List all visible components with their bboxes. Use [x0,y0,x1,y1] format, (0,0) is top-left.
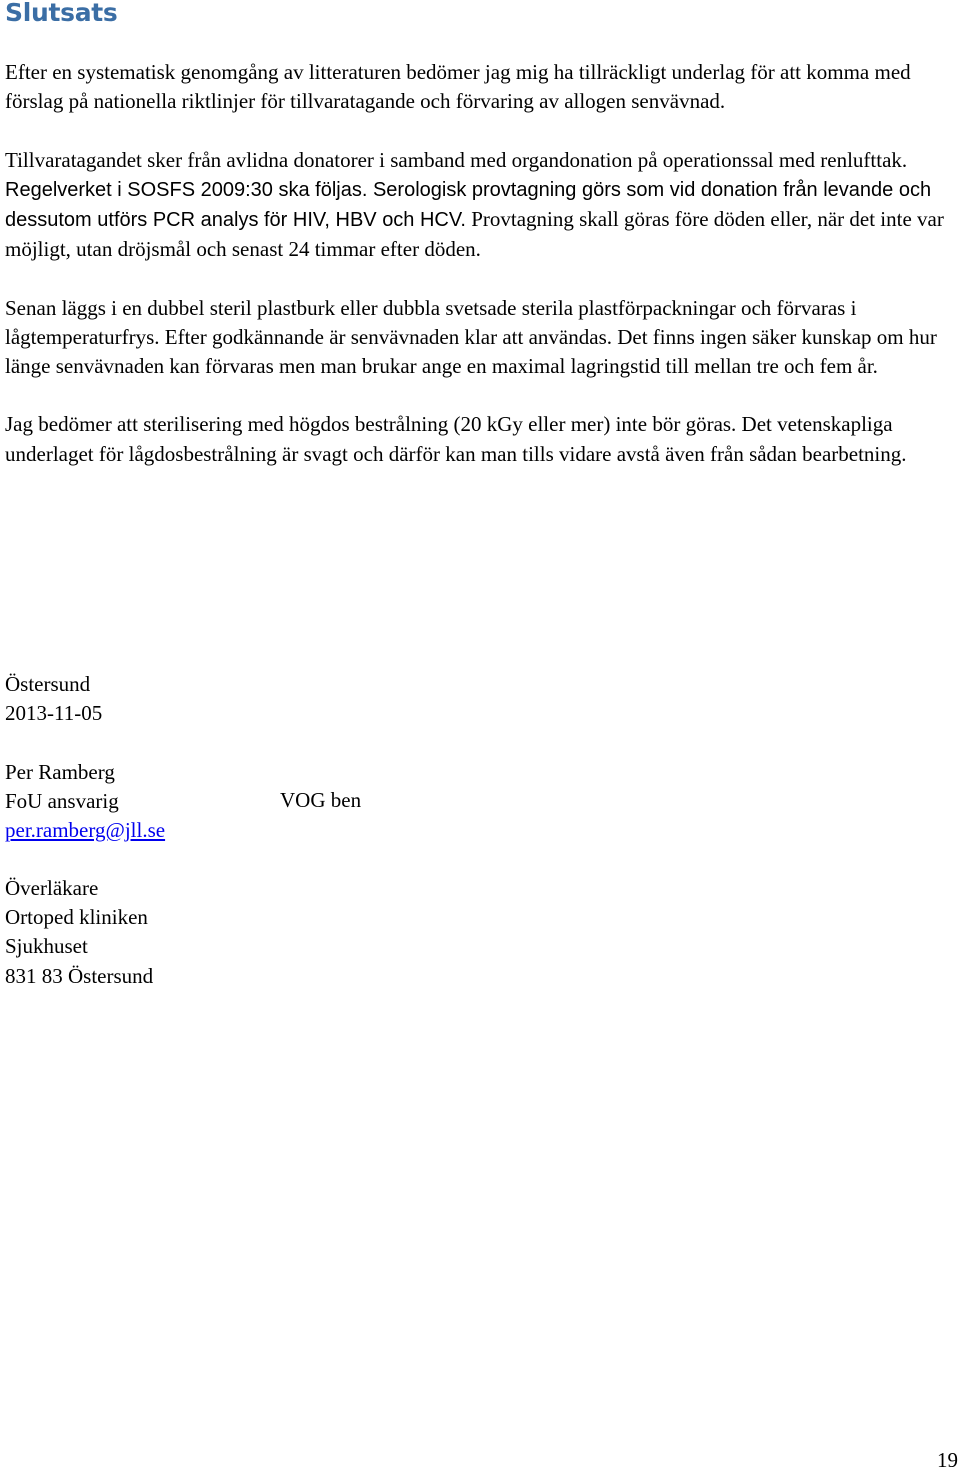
address-hospital: Sjukhuset [5,934,88,959]
group-label: VOG ben [280,788,362,812]
address-clinic: Ortoped kliniken [5,905,148,930]
address-postal: 831 83 Östersund [5,963,154,988]
paragraph-procurement-part-1: Tillvaratagandet sker från avlidna donatorer i samband med organdonation på operationssal med renlufttak. [5,147,908,172]
signature-name: Per Ramberg [5,759,115,784]
body-text [5,58,957,498]
paragraph-sterilization: Jag bedömer att sterilisering med högdos bestrålning (20 kGy eller mer) inte bör göras. Det vetenskapliga underlaget för lågdosbestrålning är svagt och därför kan man tills vidare avstå även från sådan bearbetning. [5,412,907,466]
paragraph-procurement [5,146,957,265]
signature-date: 2013-11-05 [5,701,103,726]
paragraph-procurement-part-2: Regelverket i SOSFS 2009:30 ska följas. Serologisk provtagning görs som vid donation från levande och dessutom utförs PCR analys för HIV, HBV och HCV. [5,178,932,231]
address-title: Överläkare [5,876,99,900]
paragraph-storage: Senan läggs i en dubbel steril plastburk eller dubbla svetsade sterila plastförpackningar och förvaras i lågtemperaturfrys. Efter godkännande är senvävnaden klar att användas. Det finns ingen säker kunskap om hur länge senvävnaden kan förvaras men man brukar ange en maximal lagringstid till mellan tre och fem år. [5,295,937,378]
paragraph-intro: Efter en systematisk genomgång av litteraturen bedömer jag mig ha tillräckligt underlag för att komma med förslag på nationella riktlinjer för tillvaratagande och förvaring av allogen senvävnad. [5,60,911,114]
signature-place: Östersund [5,672,91,696]
section-heading: Slutsats [5,0,118,27]
address-block [5,874,153,991]
page-number: 19 [937,1448,958,1472]
paragraph-procurement-part-3: Provtagning skall göras före döden eller, när det inte var möjligt, utan dröjsmål och senast 24 timmar efter döden. [5,207,944,262]
spacer [5,728,165,757]
signature-role: FoU ansvarig [5,788,119,813]
email-link[interactable]: per.ramberg@jll.se [5,817,166,842]
signature-block [5,670,165,845]
